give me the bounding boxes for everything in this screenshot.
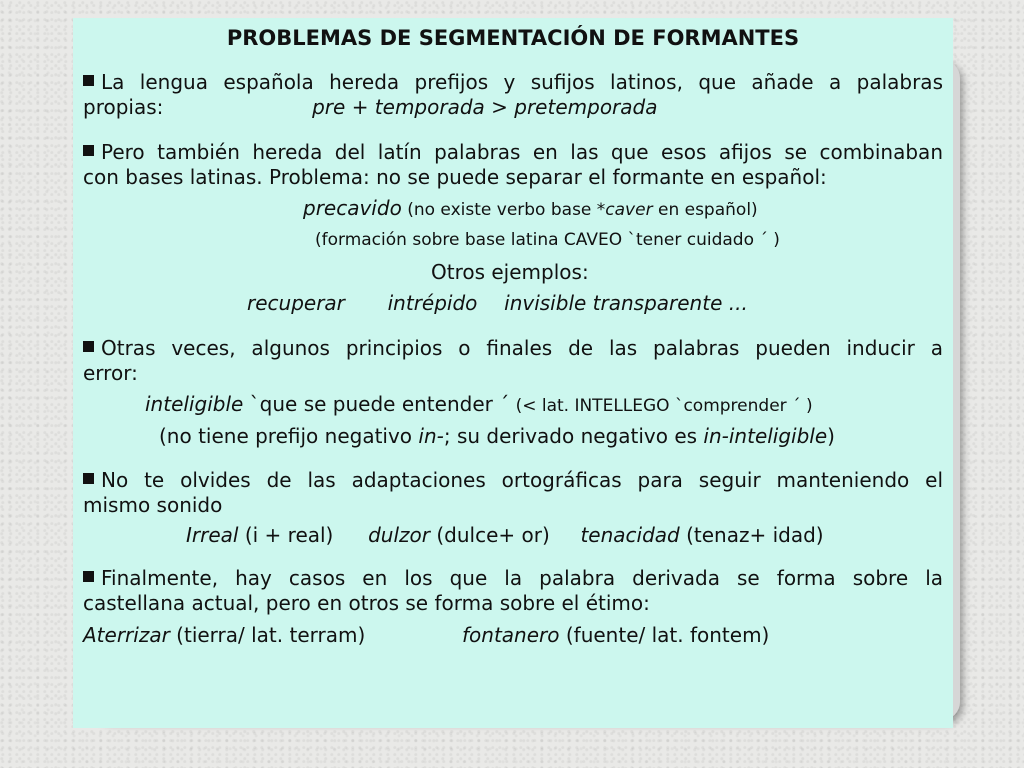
bullet-square-icon — [83, 341, 94, 352]
bullet-4-line-2: mismo sonido — [83, 493, 223, 517]
other-example: intrépido — [387, 291, 478, 315]
example-precavido: precavido (no existe verbo base *caver en español) — [303, 196, 758, 220]
slide — [73, 18, 953, 728]
bullet-3-line-2: error: — [83, 361, 138, 385]
others-label: Otros ejemplos: — [431, 260, 589, 284]
bullet-2-line-1: Pero también hereda del latín palabras en las que esos afijos se combinaban — [83, 140, 943, 164]
other-example: recuperar — [247, 291, 345, 315]
bullet-2-line-2: con bases latinas. Problema: no se puede separar el formante en español: — [83, 165, 827, 189]
bullet-4-line-1: No te olvides de las adaptaciones ortográficas para seguir manteniendo el — [83, 468, 943, 492]
examples-etymon: Aterrizar (tierra/ lat. terram) fontanero (fuente/ lat. fontem) — [83, 623, 770, 647]
bullet-square-icon — [83, 75, 94, 86]
note-in-inteligible: (no tiene prefijo negativo in-; su derivado negativo es in-inteligible) — [159, 424, 835, 448]
example-inteligible: inteligible `que se puede entender ´ (< lat. INTELLEGO `comprender ´ ) — [145, 392, 813, 416]
examples-orthographic: Irreal (i + real) dulzor (dulce+ or) tenacidad (tenaz+ idad) — [186, 523, 824, 547]
other-example: invisible transparente ... — [504, 291, 748, 315]
bullet-3-line-1: Otras veces, algunos principios o finales de las palabras pueden inducir a — [83, 336, 943, 360]
bullet-square-icon — [83, 145, 94, 156]
others-list — [247, 291, 943, 315]
bullet-1-line-1: La lengua española hereda prefijos y sufijos latinos, que añade a palabras — [83, 70, 943, 94]
example-pretemporada: pre + temporada > pretemporada — [312, 95, 658, 119]
bullet-square-icon — [83, 571, 94, 582]
bullet-5-line-2: castellana actual, pero en otros se forma sobre el étimo: — [83, 591, 650, 615]
bullet-5-line-1: Finalmente, hay casos en los que la palabra derivada se forma sobre la — [83, 566, 943, 590]
bullet-square-icon — [83, 473, 94, 484]
bullet-1-line-2: propias: pre + temporada > pretemporada — [83, 95, 658, 119]
example-origin: (formación sobre base latina CAVEO `tener cuidado ´ ) — [315, 230, 780, 250]
slide-title: PROBLEMAS DE SEGMENTACIÓN DE FORMANTES — [226, 26, 800, 50]
